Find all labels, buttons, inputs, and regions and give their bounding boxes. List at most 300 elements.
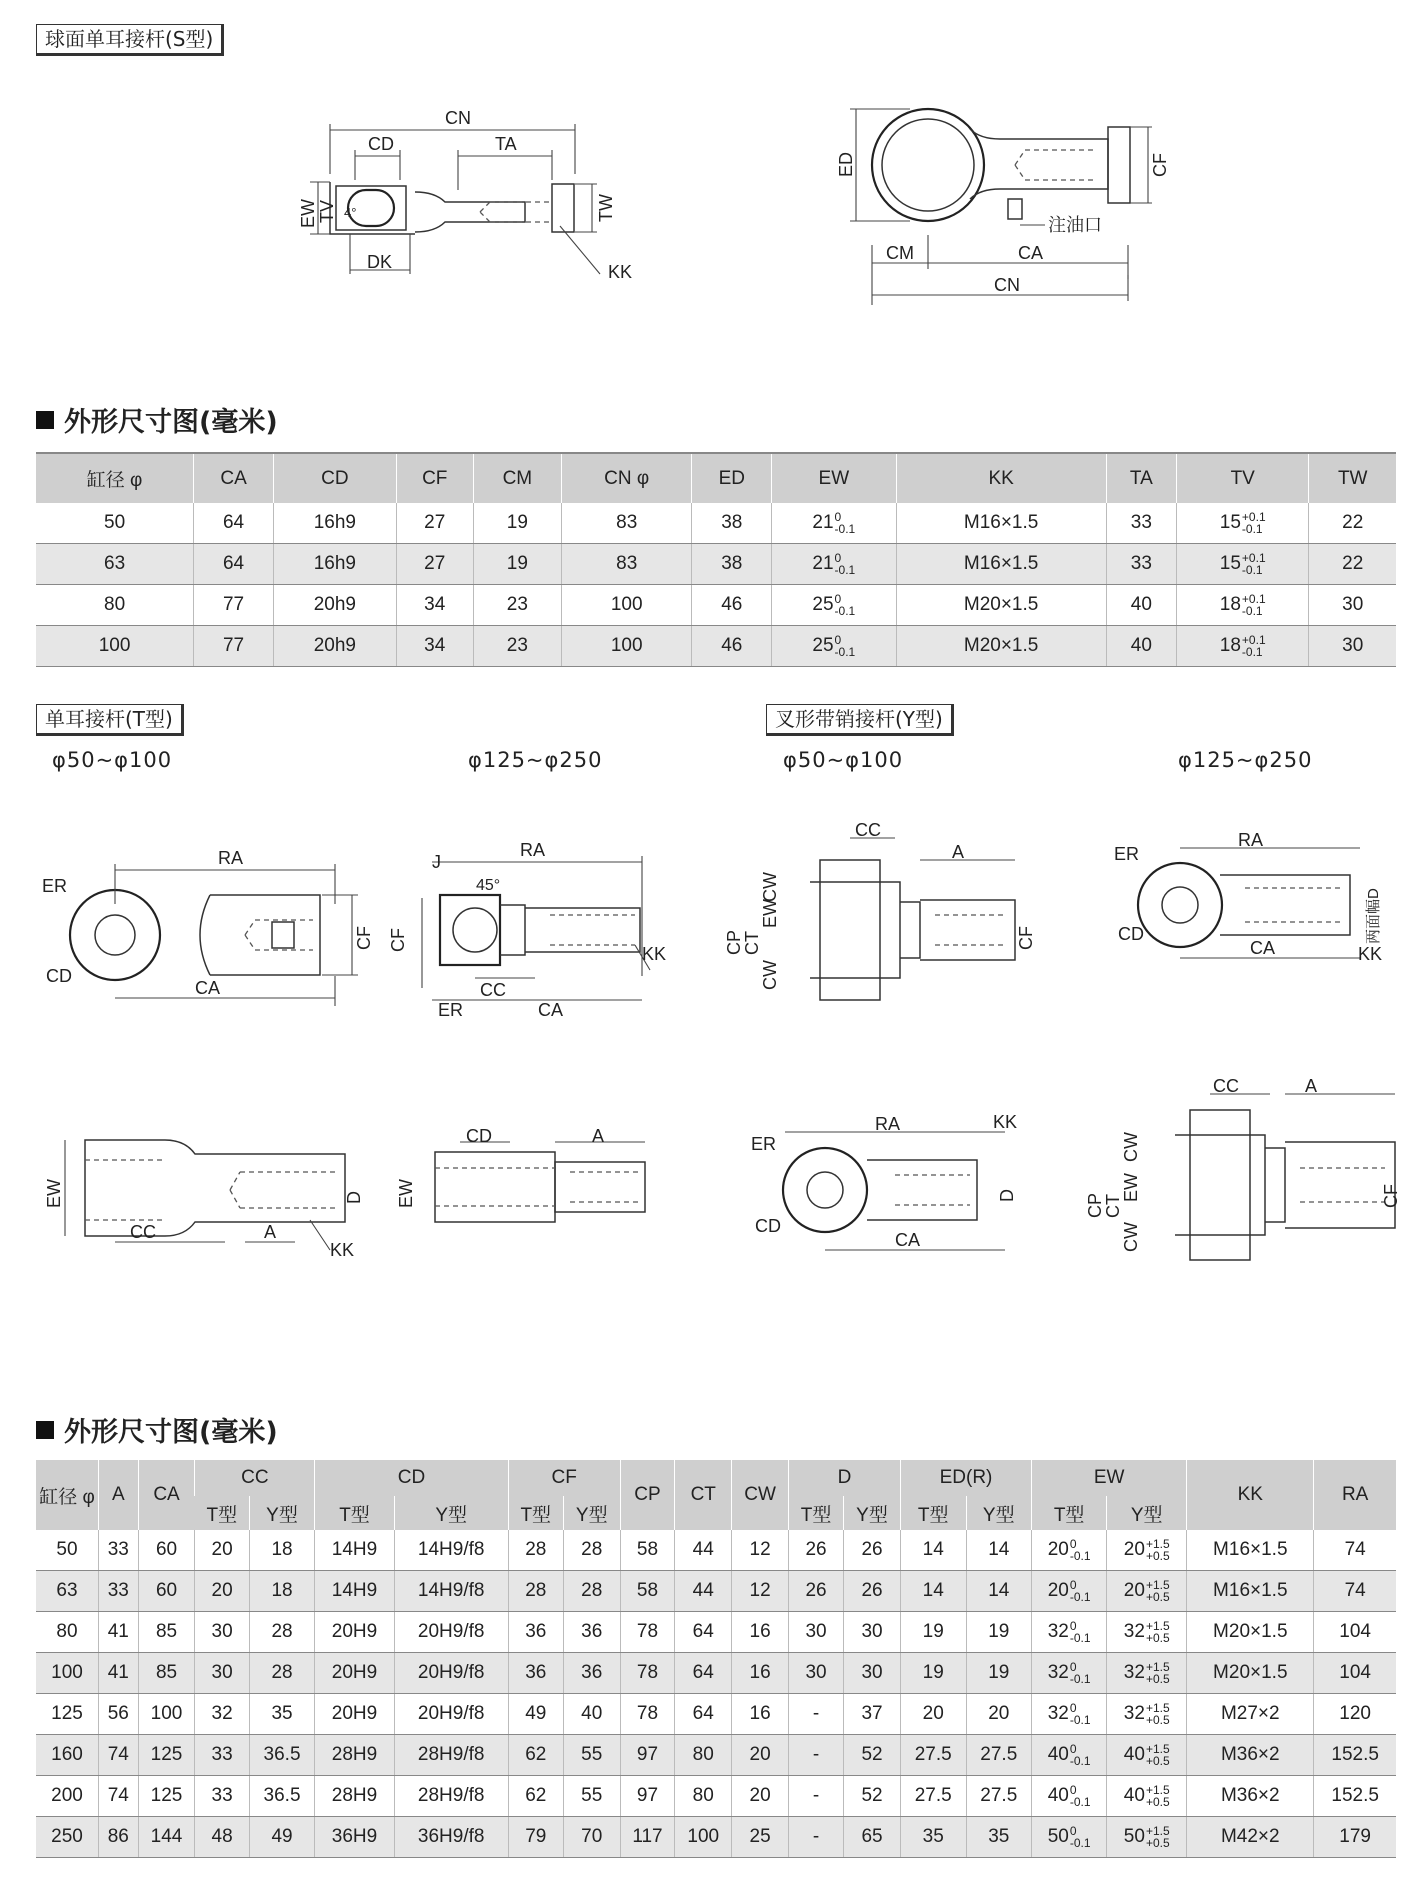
tol-base: 50 <box>1047 1826 1069 1848</box>
tol-base: 32 <box>1047 1662 1069 1684</box>
col-ed: ED <box>692 453 772 503</box>
cell-cw: 12 <box>732 1571 789 1612</box>
tol-lower: +0.5 <box>1145 1631 1170 1645</box>
cell-ed-y: 14 <box>966 1530 1032 1571</box>
table-row <box>36 1571 1396 1612</box>
cell-cf-y: 55 <box>563 1776 620 1817</box>
cell-ca: 60 <box>138 1571 195 1612</box>
cell-a: 33 <box>99 1530 139 1571</box>
cell-ra: 152.5 <box>1314 1776 1396 1817</box>
cell-ed-t: 14 <box>900 1530 966 1571</box>
label-cp: CP <box>724 929 744 955</box>
label-cd: CD <box>755 1216 781 1236</box>
cell-kk: M42×2 <box>1187 1817 1314 1858</box>
cell-ew <box>772 585 896 626</box>
cell-cp: 58 <box>620 1571 675 1612</box>
cell-cd: 16h9 <box>273 544 396 585</box>
cell-a: 41 <box>99 1653 139 1694</box>
label-ca: CA <box>895 1230 921 1250</box>
t-type-small-top-drawing <box>40 848 374 1020</box>
s-type-front-drawing <box>830 95 1190 310</box>
tol-base: 32 <box>1123 1662 1145 1684</box>
y-type-title: 叉形带销接杆(Y型) <box>766 704 954 736</box>
tolerance <box>1070 1702 1091 1726</box>
cell-ew-t <box>1032 1530 1107 1571</box>
cell-cf-t: 36 <box>508 1653 563 1694</box>
cell-tv <box>1176 544 1309 585</box>
label-ed: ED <box>836 151 856 177</box>
t-type-small-side-drawing <box>40 1130 370 1260</box>
cell-cw: 12 <box>732 1530 789 1571</box>
label-tv: TV <box>317 199 337 223</box>
label-kk: KK <box>608 262 633 282</box>
cell-ed-y: 27.5 <box>966 1735 1032 1776</box>
cell-cd-t: 20H9 <box>315 1653 394 1694</box>
cell-ew-t <box>1032 1612 1107 1653</box>
cell-cd-y: 20H9/f8 <box>394 1694 508 1735</box>
cell-cn: 100 <box>562 626 692 667</box>
cell-cf-y: 36 <box>563 1612 620 1653</box>
table-row <box>36 626 1396 667</box>
cell-cp: 58 <box>620 1530 675 1571</box>
cell-ed-t: 19 <box>900 1612 966 1653</box>
cell-cd-t: 36H9 <box>315 1817 394 1858</box>
cell-bore: 100 <box>36 1653 99 1694</box>
cell-ew-y <box>1107 1735 1187 1776</box>
cell-cd-y: 20H9/f8 <box>394 1653 508 1694</box>
tolerance <box>1242 511 1266 535</box>
tol-upper: +1.5 <box>1145 1701 1170 1715</box>
tol-base: 40 <box>1123 1744 1145 1766</box>
label-ra: RA <box>520 840 546 860</box>
dimension-table-2 <box>36 1460 1396 1858</box>
col-cm: CM <box>473 453 561 503</box>
col-d: D <box>788 1460 900 1496</box>
label-cc: CC <box>130 1222 156 1242</box>
cell-cm: 19 <box>473 544 561 585</box>
tolerance <box>1242 552 1266 576</box>
cell-cd-t: 28H9 <box>315 1735 394 1776</box>
cell-ew-t <box>1032 1817 1107 1858</box>
cell-tv <box>1176 503 1309 544</box>
cell-tw: 30 <box>1309 626 1396 667</box>
cell-ew-t <box>1032 1653 1107 1694</box>
cell-cc-y: 28 <box>249 1612 315 1653</box>
tol-upper: +0.1 <box>1241 633 1266 647</box>
tol-lower: -0.1 <box>834 645 856 659</box>
cell-ca: 60 <box>138 1530 195 1571</box>
cell-cf-t: 62 <box>508 1776 563 1817</box>
y-type-small-side-drawing <box>745 1110 1045 1260</box>
cell-cp: 78 <box>620 1612 675 1653</box>
cell-ew-t <box>1032 1571 1107 1612</box>
col-kk: KK <box>1187 1460 1314 1530</box>
col-cp: CP <box>620 1460 675 1530</box>
range-t-large: φ125~φ250 <box>468 748 603 772</box>
cell-ca: 100 <box>138 1694 195 1735</box>
cell-cp: 78 <box>620 1694 675 1735</box>
label-cf: CF <box>388 928 408 952</box>
tol-lower: +0.5 <box>1145 1754 1170 1768</box>
cell-cd-y: 28H9/f8 <box>394 1776 508 1817</box>
cell-cp: 117 <box>620 1817 675 1858</box>
cell-cn: 83 <box>562 503 692 544</box>
table-row <box>36 544 1396 585</box>
cell-bore: 125 <box>36 1694 99 1735</box>
tol-upper: +1.5 <box>1145 1578 1170 1592</box>
cell-kk: M20×1.5 <box>896 585 1106 626</box>
label-ta: TA <box>495 134 517 154</box>
tol-lower: -0.1 <box>1241 604 1263 618</box>
sub-y: Y型 <box>844 1496 901 1530</box>
label-cc: CC <box>480 980 506 1000</box>
tol-lower: +0.5 <box>1145 1549 1170 1563</box>
cell-ca: 85 <box>138 1653 195 1694</box>
tolerance <box>835 511 856 535</box>
cell-d-y: 26 <box>844 1530 901 1571</box>
label-cf: CF <box>1150 153 1170 177</box>
cell-cd-y: 36H9/f8 <box>394 1817 508 1858</box>
cell-cd-t: 28H9 <box>315 1776 394 1817</box>
col-ct: CT <box>675 1460 732 1530</box>
t-type-large-side-drawing <box>396 1126 660 1240</box>
label-d: D <box>344 1191 364 1204</box>
cell-cm: 23 <box>473 585 561 626</box>
label-ca: CA <box>1250 938 1276 958</box>
cell-ed: 38 <box>692 503 772 544</box>
tol-base: 20 <box>1047 1539 1069 1561</box>
cell-cw: 16 <box>732 1694 789 1735</box>
cell-cc-t: 20 <box>195 1530 249 1571</box>
tol-base: 20 <box>1123 1539 1145 1561</box>
cell-cp: 78 <box>620 1653 675 1694</box>
tol-upper: 0 <box>1069 1578 1077 1592</box>
cell-ct: 80 <box>675 1735 732 1776</box>
label-a: A <box>264 1222 277 1242</box>
tolerance <box>1146 1620 1170 1644</box>
tol-base: 25 <box>812 594 834 616</box>
cell-cm: 23 <box>473 626 561 667</box>
label-cc: CC <box>855 820 881 840</box>
cell-ca: 125 <box>138 1776 195 1817</box>
cell-ct: 80 <box>675 1776 732 1817</box>
cell-cf-t: 62 <box>508 1735 563 1776</box>
cell-cn: 83 <box>562 544 692 585</box>
tol-lower: -0.1 <box>1069 1672 1091 1686</box>
cell-ew-y <box>1107 1817 1187 1858</box>
cell-ca: 64 <box>194 503 274 544</box>
cell-ed-t: 14 <box>900 1571 966 1612</box>
cell-ed-y: 20 <box>966 1694 1032 1735</box>
tolerance <box>1146 1702 1170 1726</box>
cell-ew-y <box>1107 1694 1187 1735</box>
cell-ew-y <box>1107 1571 1187 1612</box>
label-tw: TW <box>596 194 616 222</box>
cell-ta: 40 <box>1106 626 1176 667</box>
cell-ra: 120 <box>1314 1694 1396 1735</box>
cell-kk: M16×1.5 <box>896 503 1106 544</box>
table-row <box>36 1653 1396 1694</box>
cell-cc-y: 36.5 <box>249 1735 315 1776</box>
cell-ed-t: 20 <box>900 1694 966 1735</box>
cell-d-y: 30 <box>844 1612 901 1653</box>
col-bore: 缸径 φ <box>36 1460 99 1530</box>
tol-upper: +0.1 <box>1241 592 1266 606</box>
cell-tv <box>1176 585 1309 626</box>
cell-cf: 34 <box>396 626 473 667</box>
col-cc: CC <box>195 1460 315 1496</box>
tol-lower: -0.1 <box>1069 1795 1091 1809</box>
cell-tv <box>1176 626 1309 667</box>
col-ra: RA <box>1314 1460 1396 1530</box>
table-row <box>36 503 1396 544</box>
heading-square-icon <box>36 411 54 429</box>
tol-base: 15 <box>1219 512 1241 534</box>
cell-cd-t: 14H9 <box>315 1571 394 1612</box>
tol-lower: -0.1 <box>1241 563 1263 577</box>
y-type-large-top-drawing <box>1110 820 1400 990</box>
cell-cd: 20h9 <box>273 585 396 626</box>
label-cm: CM <box>886 243 914 263</box>
cell-bore: 100 <box>36 626 194 667</box>
cell-kk: M36×2 <box>1187 1776 1314 1817</box>
tol-upper: +1.5 <box>1145 1824 1170 1838</box>
cell-d-t: - <box>788 1776 843 1817</box>
cell-d-y: 26 <box>844 1571 901 1612</box>
cell-ra: 104 <box>1314 1612 1396 1653</box>
tol-base: 20 <box>1123 1580 1145 1602</box>
tol-base: 15 <box>1219 553 1241 575</box>
cell-cc-t: 30 <box>195 1612 249 1653</box>
cell-ta: 33 <box>1106 544 1176 585</box>
cell-tw: 22 <box>1309 503 1396 544</box>
tolerance <box>1146 1661 1170 1685</box>
label-two-sides-d: 两面幅D <box>1365 888 1382 944</box>
cell-ed: 46 <box>692 585 772 626</box>
cell-ew-y <box>1107 1612 1187 1653</box>
dimension-table-1 <box>36 452 1396 667</box>
tolerance <box>1070 1825 1091 1849</box>
cell-kk: M16×1.5 <box>1187 1571 1314 1612</box>
tol-upper: 0 <box>834 592 842 606</box>
cell-cc-y: 28 <box>249 1653 315 1694</box>
cell-cf-y: 36 <box>563 1653 620 1694</box>
tolerance <box>1146 1825 1170 1849</box>
cell-a: 56 <box>99 1694 139 1735</box>
cell-d-t: 30 <box>788 1612 843 1653</box>
cell-cc-y: 18 <box>249 1571 315 1612</box>
cell-ra: 74 <box>1314 1530 1396 1571</box>
cell-ed-t: 27.5 <box>900 1776 966 1817</box>
cell-bore: 200 <box>36 1776 99 1817</box>
label-er: ER <box>1114 844 1140 864</box>
cell-cf-y: 28 <box>563 1530 620 1571</box>
cell-ca: 85 <box>138 1612 195 1653</box>
table-row <box>36 1735 1396 1776</box>
col-ew: EW <box>772 453 896 503</box>
cell-cd: 20h9 <box>273 626 396 667</box>
tol-lower: -0.1 <box>1241 522 1263 536</box>
range-y-small: φ50~φ100 <box>783 748 904 772</box>
cell-kk: M16×1.5 <box>896 544 1106 585</box>
label-cw: CW <box>1121 1132 1141 1162</box>
cell-d-t: - <box>788 1817 843 1858</box>
cell-cm: 19 <box>473 503 561 544</box>
tol-upper: 0 <box>1069 1619 1077 1633</box>
t-type-title: 单耳接杆(T型) <box>36 704 184 736</box>
sub-t: T型 <box>315 1496 394 1530</box>
sub-y: Y型 <box>394 1496 508 1530</box>
cell-cw: 20 <box>732 1776 789 1817</box>
tol-lower: -0.1 <box>834 522 856 536</box>
cell-cd: 16h9 <box>273 503 396 544</box>
cell-ra: 104 <box>1314 1653 1396 1694</box>
label-kk: KK <box>330 1240 355 1260</box>
cell-ct: 64 <box>675 1612 732 1653</box>
cell-kk: M20×1.5 <box>1187 1612 1314 1653</box>
tol-lower: -0.1 <box>1069 1754 1091 1768</box>
cell-cd-y: 14H9/f8 <box>394 1571 508 1612</box>
tol-upper: 0 <box>1069 1660 1077 1674</box>
cell-cf: 27 <box>396 503 473 544</box>
cell-d-t: 26 <box>788 1530 843 1571</box>
cell-cf-y: 28 <box>563 1571 620 1612</box>
tolerance <box>1146 1743 1170 1767</box>
cell-ta: 33 <box>1106 503 1176 544</box>
heading-text: 外形尺寸图(毫米) <box>64 1417 278 1448</box>
y-type-small-top-drawing <box>720 820 1040 1020</box>
cell-ca: 64 <box>194 544 274 585</box>
cell-d-y: 37 <box>844 1694 901 1735</box>
cell-ew <box>772 503 896 544</box>
s-type-title: 球面单耳接杆(S型) <box>36 24 224 56</box>
tol-base: 40 <box>1123 1785 1145 1807</box>
cell-cf-t: 28 <box>508 1571 563 1612</box>
tolerance <box>1146 1784 1170 1808</box>
tol-upper: 0 <box>1069 1742 1077 1756</box>
sub-y: Y型 <box>563 1496 620 1530</box>
label-ra: RA <box>875 1114 901 1134</box>
col-cf: CF <box>508 1460 620 1496</box>
cell-ed-y: 19 <box>966 1653 1032 1694</box>
tolerance <box>1070 1784 1091 1808</box>
cell-d-t: - <box>788 1694 843 1735</box>
cell-cc-t: 20 <box>195 1571 249 1612</box>
col-kk: KK <box>896 453 1106 503</box>
range-y-large: φ125~φ250 <box>1178 748 1313 772</box>
label-45deg: 45° <box>476 877 501 894</box>
label-a: A <box>952 842 965 862</box>
cell-ew-y <box>1107 1653 1187 1694</box>
tolerance <box>1242 593 1266 617</box>
cell-cp: 97 <box>620 1735 675 1776</box>
cell-kk: M20×1.5 <box>1187 1653 1314 1694</box>
cell-bore: 50 <box>36 503 194 544</box>
label-ca: CA <box>1018 243 1044 263</box>
cell-cf-y: 40 <box>563 1694 620 1735</box>
tol-base: 21 <box>812 553 834 575</box>
cell-ca: 77 <box>194 626 274 667</box>
col-ca: CA <box>194 453 274 503</box>
label-cw-2: CW <box>760 960 780 990</box>
cell-ed-t: 27.5 <box>900 1735 966 1776</box>
cell-bore: 80 <box>36 585 194 626</box>
cell-kk: M36×2 <box>1187 1735 1314 1776</box>
label-a: A <box>1305 1076 1318 1096</box>
tol-base: 18 <box>1219 594 1241 616</box>
cell-cf-t: 28 <box>508 1530 563 1571</box>
tol-lower: +0.5 <box>1145 1836 1170 1850</box>
sub-t: T型 <box>900 1496 966 1530</box>
tol-base: 32 <box>1047 1621 1069 1643</box>
tol-lower: -0.1 <box>834 604 856 618</box>
cell-ed-y: 14 <box>966 1571 1032 1612</box>
label-a: A <box>592 1126 605 1146</box>
tol-upper: +1.5 <box>1145 1742 1170 1756</box>
cell-cc-t: 48 <box>195 1817 249 1858</box>
cell-tw: 30 <box>1309 585 1396 626</box>
cell-ra: 179 <box>1314 1817 1396 1858</box>
cell-cc-t: 32 <box>195 1694 249 1735</box>
tol-upper: 0 <box>834 510 842 524</box>
tol-lower: -0.1 <box>1069 1836 1091 1850</box>
cell-bore: 80 <box>36 1612 99 1653</box>
tol-lower: +0.5 <box>1145 1713 1170 1727</box>
tol-upper: +1.5 <box>1145 1537 1170 1551</box>
cell-ct: 64 <box>675 1694 732 1735</box>
tol-base: 32 <box>1123 1703 1145 1725</box>
tolerance <box>1070 1538 1091 1562</box>
tolerance <box>835 552 856 576</box>
cell-ew-y <box>1107 1776 1187 1817</box>
col-ed: ED(R) <box>900 1460 1031 1496</box>
cell-ed-y: 19 <box>966 1612 1032 1653</box>
cell-cc-y: 36.5 <box>249 1776 315 1817</box>
table-row <box>36 585 1396 626</box>
cell-cc-t: 33 <box>195 1776 249 1817</box>
tol-lower: +0.5 <box>1145 1590 1170 1604</box>
label-cw: CW <box>760 872 780 902</box>
cell-kk: M16×1.5 <box>1187 1530 1314 1571</box>
cell-d-t: 26 <box>788 1571 843 1612</box>
y-type-large-side-drawing <box>1085 1076 1405 1280</box>
tol-base: 40 <box>1047 1785 1069 1807</box>
col-cw: CW <box>732 1460 789 1530</box>
cell-d-y: 52 <box>844 1776 901 1817</box>
label-d: D <box>997 1189 1017 1202</box>
label-ct: CT <box>1103 1194 1123 1218</box>
cell-cc-y: 18 <box>249 1530 315 1571</box>
tol-upper: 0 <box>1069 1537 1077 1551</box>
tolerance <box>1070 1579 1091 1603</box>
cell-a: 74 <box>99 1776 139 1817</box>
tol-lower: +0.5 <box>1145 1795 1170 1809</box>
cell-cf: 27 <box>396 544 473 585</box>
cell-ed: 46 <box>692 626 772 667</box>
label-cd: CD <box>1118 924 1144 944</box>
col-cf: CF <box>396 453 473 503</box>
tolerance <box>1146 1579 1170 1603</box>
table-row <box>36 1817 1396 1858</box>
heading-dimensions-2 <box>36 1410 278 1449</box>
col-cn: CN φ <box>562 453 692 503</box>
cell-ra: 152.5 <box>1314 1735 1396 1776</box>
cell-d-y: 30 <box>844 1653 901 1694</box>
heading-square-icon <box>36 1421 54 1439</box>
col-ew: EW <box>1032 1460 1187 1496</box>
col-cd: CD <box>315 1460 508 1496</box>
tol-lower: -0.1 <box>1069 1590 1091 1604</box>
